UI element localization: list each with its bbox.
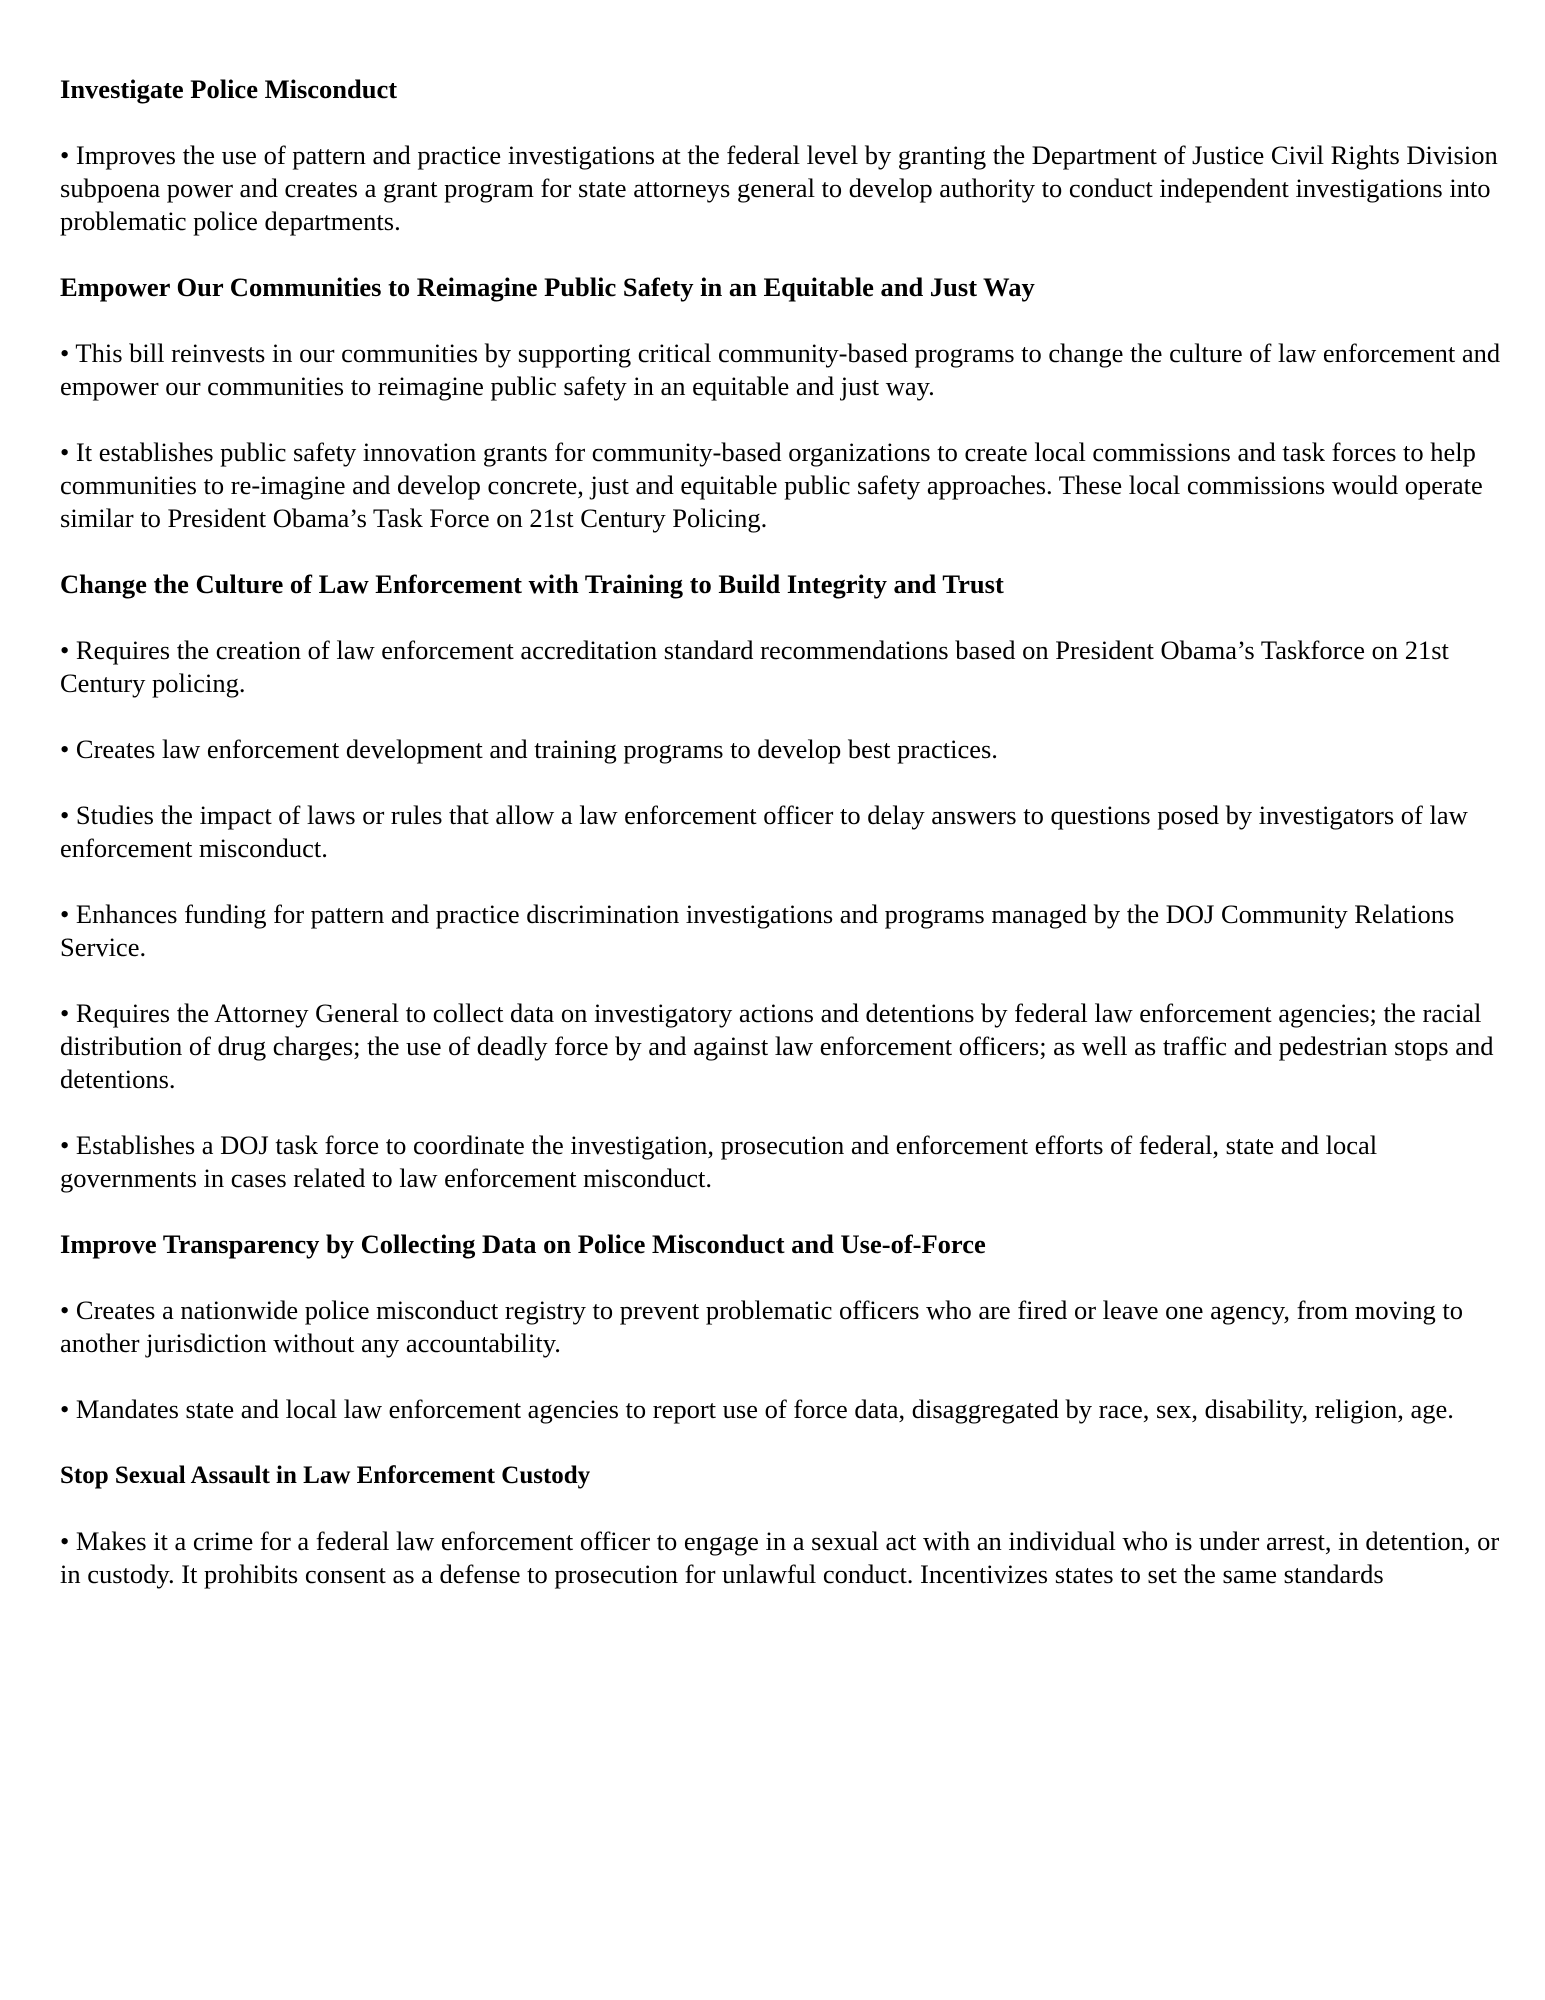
section-heading: Change the Culture of Law Enforcement with Training to Build Integrity and Trust — [60, 569, 1004, 599]
section-investigate-police-misconduct — [60, 73, 1515, 271]
section-stop-sexual-assault — [60, 1459, 1515, 1591]
section-heading: Stop Sexual Assault in Law Enforcement Custody — [60, 1462, 591, 1489]
bullet-paragraph: • Creates law enforcement development and training programs to develop best practices. — [60, 734, 998, 764]
bullet-paragraph: • Creates a nationwide police misconduct registry to prevent problematic officers who are fired or leave one agency, from moving to another jurisdiction without any accountability. — [60, 1295, 1463, 1358]
section-empower-communities — [60, 271, 1515, 568]
section-improve-transparency — [60, 1228, 1515, 1459]
section-heading: Improve Transparency by Collecting Data on Police Misconduct and Use-of-Force — [60, 1229, 986, 1259]
bullet-paragraph: • Makes it a crime for a federal law enforcement officer to engage in a sexual act with an individual who is under arrest, in detention, or in custody. It prohibits consent as a defense to prosecution for unlawful conduct. Incentivizes states to set the same standards — [60, 1526, 1500, 1589]
bullet-paragraph: • Establishes a DOJ task force to coordinate the investigation, prosecution and enforcement efforts of federal, state and local governments in cases related to law enforcement misconduct. — [60, 1130, 1378, 1193]
bullet-paragraph: • It establishes public safety innovation grants for community-based organizations to create local commissions and task forces to help communities to re-imagine and develop concrete, just and equitable public safety approaches. These local commissions would operate similar to President Obama’s Task Force on 21st Century Policing. — [60, 437, 1483, 533]
bullet-paragraph: • Improves the use of pattern and practice investigations at the federal level by granting the Department of Justice Civil Rights Division subpoena power and creates a grant program for state attorneys general to develop authority to conduct independent investigations into problematic police departments. — [60, 140, 1498, 236]
section-change-culture — [60, 568, 1515, 1228]
bullet-paragraph: • This bill reinvests in our communities by supporting critical community-based programs to change the culture of law enforcement and empower our communities to reimagine public safety in an equitable and just way. — [60, 338, 1501, 401]
section-heading: Empower Our Communities to Reimagine Public Safety in an Equitable and Just Way — [60, 272, 1035, 302]
document-page — [60, 73, 1515, 1591]
section-heading: Investigate Police Misconduct — [60, 74, 398, 104]
bullet-paragraph: • Mandates state and local law enforcement agencies to report use of force data, disaggregated by race, sex, disability, religion, age. — [60, 1394, 1454, 1424]
bullet-paragraph: • Studies the impact of laws or rules that allow a law enforcement officer to delay answers to questions posed by investigators of law enforcement misconduct. — [60, 800, 1468, 863]
bullet-paragraph: • Requires the creation of law enforcement accreditation standard recommendations based on President Obama’s Taskforce on 21st Century policing. — [60, 635, 1449, 698]
bullet-paragraph: • Requires the Attorney General to collect data on investigatory actions and detentions by federal law enforcement agencies; the racial distribution of drug charges; the use of deadly force by and against law enforcement officers; as well as traffic and pedestrian stops and detentions. — [60, 998, 1494, 1094]
bullet-paragraph: • Enhances funding for pattern and practice discrimination investigations and programs managed by the DOJ Community Relations Service. — [60, 899, 1455, 962]
